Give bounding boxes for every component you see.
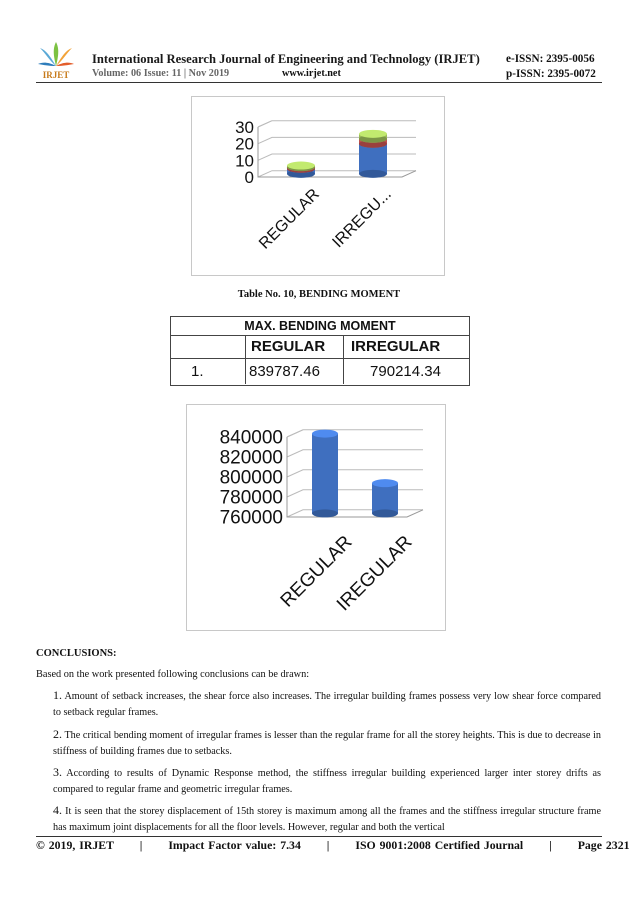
table-header-row: [171, 336, 469, 359]
footer-iso: ISO 9001:2008 Certified Journal: [355, 838, 524, 852]
bar-0-top: [312, 430, 338, 438]
axis-depth-line: [287, 430, 303, 437]
irjet-logo: [36, 40, 76, 84]
conclusions-heading: [36, 648, 117, 659]
website-link[interactable]: www.irjet.net: [282, 68, 341, 79]
header-divider: [36, 82, 602, 83]
footer-impact-factor: Impact Factor value: 7.34: [168, 838, 301, 852]
eissn: e-ISSN: 2395-0056: [506, 53, 595, 65]
x-category-label: REGULAR: [256, 185, 323, 253]
conclusion-number: 3.: [53, 765, 62, 779]
x-category-label: REGULAR: [276, 531, 357, 612]
table-title: MAX. BENDING MOMENT: [171, 317, 469, 336]
chart-1-svg: [192, 97, 444, 275]
gridline: [258, 171, 416, 177]
axis-frame: [258, 127, 416, 177]
conclusions-intro: Based on the work presented following conclusions can be drawn:: [36, 669, 310, 680]
conclusion-item: [53, 727, 601, 759]
axis-frame: [287, 437, 423, 517]
conclusion-number: 4.: [53, 803, 62, 817]
bending-moment-table: [170, 316, 470, 386]
bar-1-top: [359, 130, 387, 138]
bar-1-top: [372, 479, 398, 487]
y-tick-label: 760000: [219, 507, 283, 529]
footer-separator: |: [139, 838, 143, 852]
gridline: [287, 430, 423, 437]
conclusion-text: The critical bending moment of irregular frames is lesser than the regular frame for all the storey heights. This is due to decrease in stiffness of building frames due to setbacks.: [53, 730, 601, 757]
bar-1-base: [372, 509, 398, 517]
y-tick-label: 30: [235, 117, 254, 137]
bar-1-base: [359, 170, 387, 178]
y-tick-label: 800000: [219, 467, 283, 489]
page-footer: [36, 838, 630, 853]
bar-0-top: [287, 162, 315, 170]
table-caption: Table No. 10, BENDING MOMENT: [237, 289, 401, 300]
y-tick-label: 780000: [219, 487, 283, 509]
y-tick-label: 840000: [219, 427, 283, 449]
conclusion-item: [53, 765, 601, 797]
bar-1: [359, 144, 387, 174]
footer-separator: |: [326, 838, 330, 852]
y-tick-label: 20: [235, 134, 254, 154]
footer-copyright: © 2019, IRJET: [36, 838, 114, 852]
bar-0-base: [312, 509, 338, 517]
gridline: [258, 121, 416, 127]
table-cell: 790214.34: [370, 363, 441, 380]
conclusion-item: [53, 688, 601, 720]
gridline: [287, 470, 423, 477]
conclusion-text: It is seen that the storey displacement of 15th storey is maximum among all the frames and the stiffness irregular structure frame has maximum joint displacements for all the floor levels. However, regular and both the vertical: [53, 806, 601, 833]
conclusion-item: [53, 803, 601, 834]
gridline: [287, 450, 423, 457]
conclusion-text: Amount of setback increases, the shear force also increases. The irregular building frames possess very low shear force compared to setback regular frames.: [53, 691, 602, 718]
gridline: [258, 154, 416, 160]
gridline: [287, 490, 423, 497]
table-header-cell: [171, 336, 245, 358]
y-tick-label: 820000: [219, 447, 283, 469]
table-cell: 1.: [191, 363, 204, 380]
table-row: [171, 359, 469, 384]
footer-page-number: Page 2321: [577, 838, 630, 852]
table-header-cell: REGULAR: [251, 338, 326, 355]
bar-0: [312, 434, 338, 514]
axis-depth-line: [258, 121, 272, 127]
y-tick-label: 0: [244, 167, 254, 187]
table-cell: 839787.46: [249, 363, 320, 380]
volume-issue: Volume: 06 Issue: 11 | Nov 2019: [92, 68, 230, 79]
bar-1: [372, 483, 398, 513]
gridline: [287, 510, 423, 517]
gridline: [258, 137, 416, 143]
chart-bending-moment: [186, 404, 446, 631]
chart-2-svg: [187, 405, 445, 630]
chart-stiffness: [191, 96, 445, 276]
footer-separator: |: [549, 838, 552, 852]
x-category-label: IRREGU...: [329, 185, 395, 252]
journal-title: International Research Journal of Engineering and Technology (IRJET): [92, 52, 480, 66]
conclusion-number: 1.: [53, 688, 62, 702]
table-header-cell: IRREGULAR: [351, 338, 441, 355]
conclusion-text: According to results of Dynamic Response method, the stiffness irregular building experienced larger inter storey drifts as compared to regular frame and geometric irregular frames.: [53, 768, 601, 795]
conclusions-heading-text: CONCLUSIONS: [36, 648, 114, 659]
y-tick-label: 10: [235, 151, 254, 171]
pissn: p-ISSN: 2395-0072: [506, 68, 596, 80]
conclusion-number: 2.: [53, 727, 62, 741]
conclusions-heading-colon: :: [113, 648, 117, 659]
footer-divider: [36, 836, 602, 837]
logo-text: IRJET: [42, 70, 70, 80]
x-category-label: IREGULAR: [332, 531, 417, 616]
